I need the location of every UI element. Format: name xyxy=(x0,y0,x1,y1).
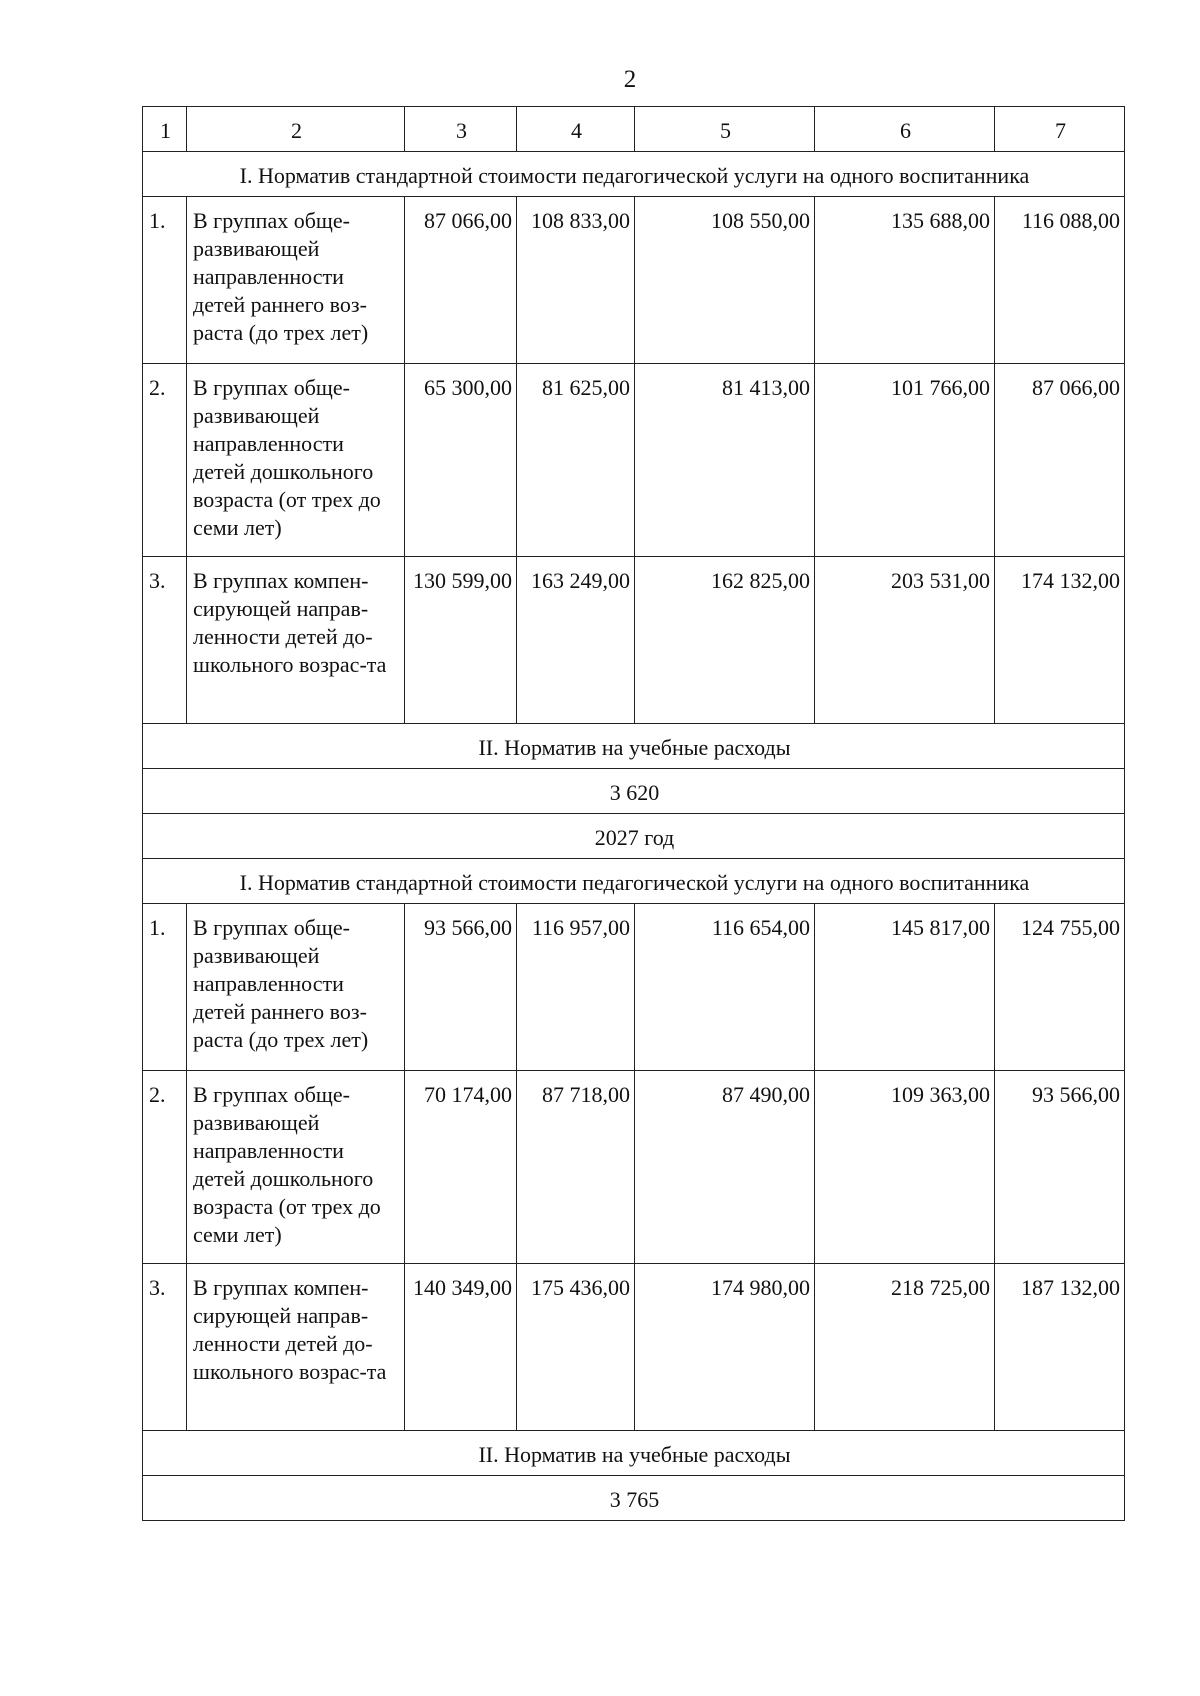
row-description: В группах обще-развивающей направленности детей раннего воз-раста (до трех лет) xyxy=(187,197,405,364)
row-description: В группах компен-сирующей направ-ленности детей до-школьного возрас-та xyxy=(187,1264,405,1431)
table-row xyxy=(143,364,1125,557)
section-row xyxy=(143,1431,1125,1476)
table-row xyxy=(143,1264,1125,1431)
column-number: 2 xyxy=(187,107,405,152)
value-cell: 174 980,00 xyxy=(635,1264,815,1431)
year-heading: 2027 год xyxy=(143,814,1125,859)
value-cell: 108 833,00 xyxy=(517,197,635,364)
section-row xyxy=(143,769,1125,814)
value-cell: 124 755,00 xyxy=(995,904,1125,1071)
column-number-row xyxy=(143,107,1125,152)
year-row xyxy=(143,814,1125,859)
row-number: 3. xyxy=(143,557,187,724)
section-heading-educational-expenses: II. Норматив на учебные расходы xyxy=(143,724,1125,769)
value-cell: 174 132,00 xyxy=(995,557,1125,724)
value-cell: 203 531,00 xyxy=(815,557,995,724)
value-cell: 65 300,00 xyxy=(405,364,517,557)
column-number: 5 xyxy=(635,107,815,152)
value-cell: 218 725,00 xyxy=(815,1264,995,1431)
value-cell: 135 688,00 xyxy=(815,197,995,364)
value-cell: 93 566,00 xyxy=(995,1071,1125,1264)
norms-table xyxy=(142,106,1125,1521)
column-number: 3 xyxy=(405,107,517,152)
value-cell: 93 566,00 xyxy=(405,904,517,1071)
column-number: 6 xyxy=(815,107,995,152)
section-row xyxy=(143,859,1125,904)
value-cell: 87 490,00 xyxy=(635,1071,815,1264)
value-cell: 175 436,00 xyxy=(517,1264,635,1431)
value-cell: 87 066,00 xyxy=(405,197,517,364)
value-cell: 81 625,00 xyxy=(517,364,635,557)
table-row xyxy=(143,1071,1125,1264)
section-heading-educational-expenses: II. Норматив на учебные расходы xyxy=(143,1431,1125,1476)
section-heading-standard-cost: I. Норматив стандартной стоимости педагогической услуги на одного воспитанника xyxy=(143,859,1125,904)
row-number: 2. xyxy=(143,1071,187,1264)
section-row xyxy=(143,1476,1125,1521)
educational-expenses-value: 3 765 xyxy=(143,1476,1125,1521)
table-row xyxy=(143,197,1125,364)
value-cell: 145 817,00 xyxy=(815,904,995,1071)
value-cell: 101 766,00 xyxy=(815,364,995,557)
row-description: В группах обще-развивающей направленности детей дошкольного возраста (от трех до семи лет) xyxy=(187,1071,405,1264)
column-number: 7 xyxy=(995,107,1125,152)
table-row xyxy=(143,904,1125,1071)
value-cell: 116 654,00 xyxy=(635,904,815,1071)
value-cell: 81 413,00 xyxy=(635,364,815,557)
value-cell: 87 066,00 xyxy=(995,364,1125,557)
educational-expenses-value: 3 620 xyxy=(143,769,1125,814)
row-number: 1. xyxy=(143,904,187,1071)
value-cell: 116 957,00 xyxy=(517,904,635,1071)
row-description: В группах обще-развивающей направленности детей дошкольного возраста (от трех до семи лет) xyxy=(187,364,405,557)
value-cell: 140 349,00 xyxy=(405,1264,517,1431)
section-row xyxy=(143,152,1125,197)
section-row xyxy=(143,724,1125,769)
value-cell: 87 718,00 xyxy=(517,1071,635,1264)
row-number: 2. xyxy=(143,364,187,557)
value-cell: 109 363,00 xyxy=(815,1071,995,1264)
row-description: В группах обще-развивающей направленности детей раннего воз-раста (до трех лет) xyxy=(187,904,405,1071)
row-number: 1. xyxy=(143,197,187,364)
value-cell: 116 088,00 xyxy=(995,197,1125,364)
value-cell: 70 174,00 xyxy=(405,1071,517,1264)
row-description: В группах компен-сирующей направ-ленности детей до-школьного возрас-та xyxy=(187,557,405,724)
row-number: 3. xyxy=(143,1264,187,1431)
column-number: 4 xyxy=(517,107,635,152)
value-cell: 162 825,00 xyxy=(635,557,815,724)
column-number: 1 xyxy=(143,107,187,152)
section-heading-standard-cost: I. Норматив стандартной стоимости педагогической услуги на одного воспитанника xyxy=(143,152,1125,197)
value-cell: 187 132,00 xyxy=(995,1264,1125,1431)
value-cell: 108 550,00 xyxy=(635,197,815,364)
value-cell: 130 599,00 xyxy=(405,557,517,724)
table-row xyxy=(143,557,1125,724)
value-cell: 163 249,00 xyxy=(517,557,635,724)
page-number: 2 xyxy=(623,66,637,93)
